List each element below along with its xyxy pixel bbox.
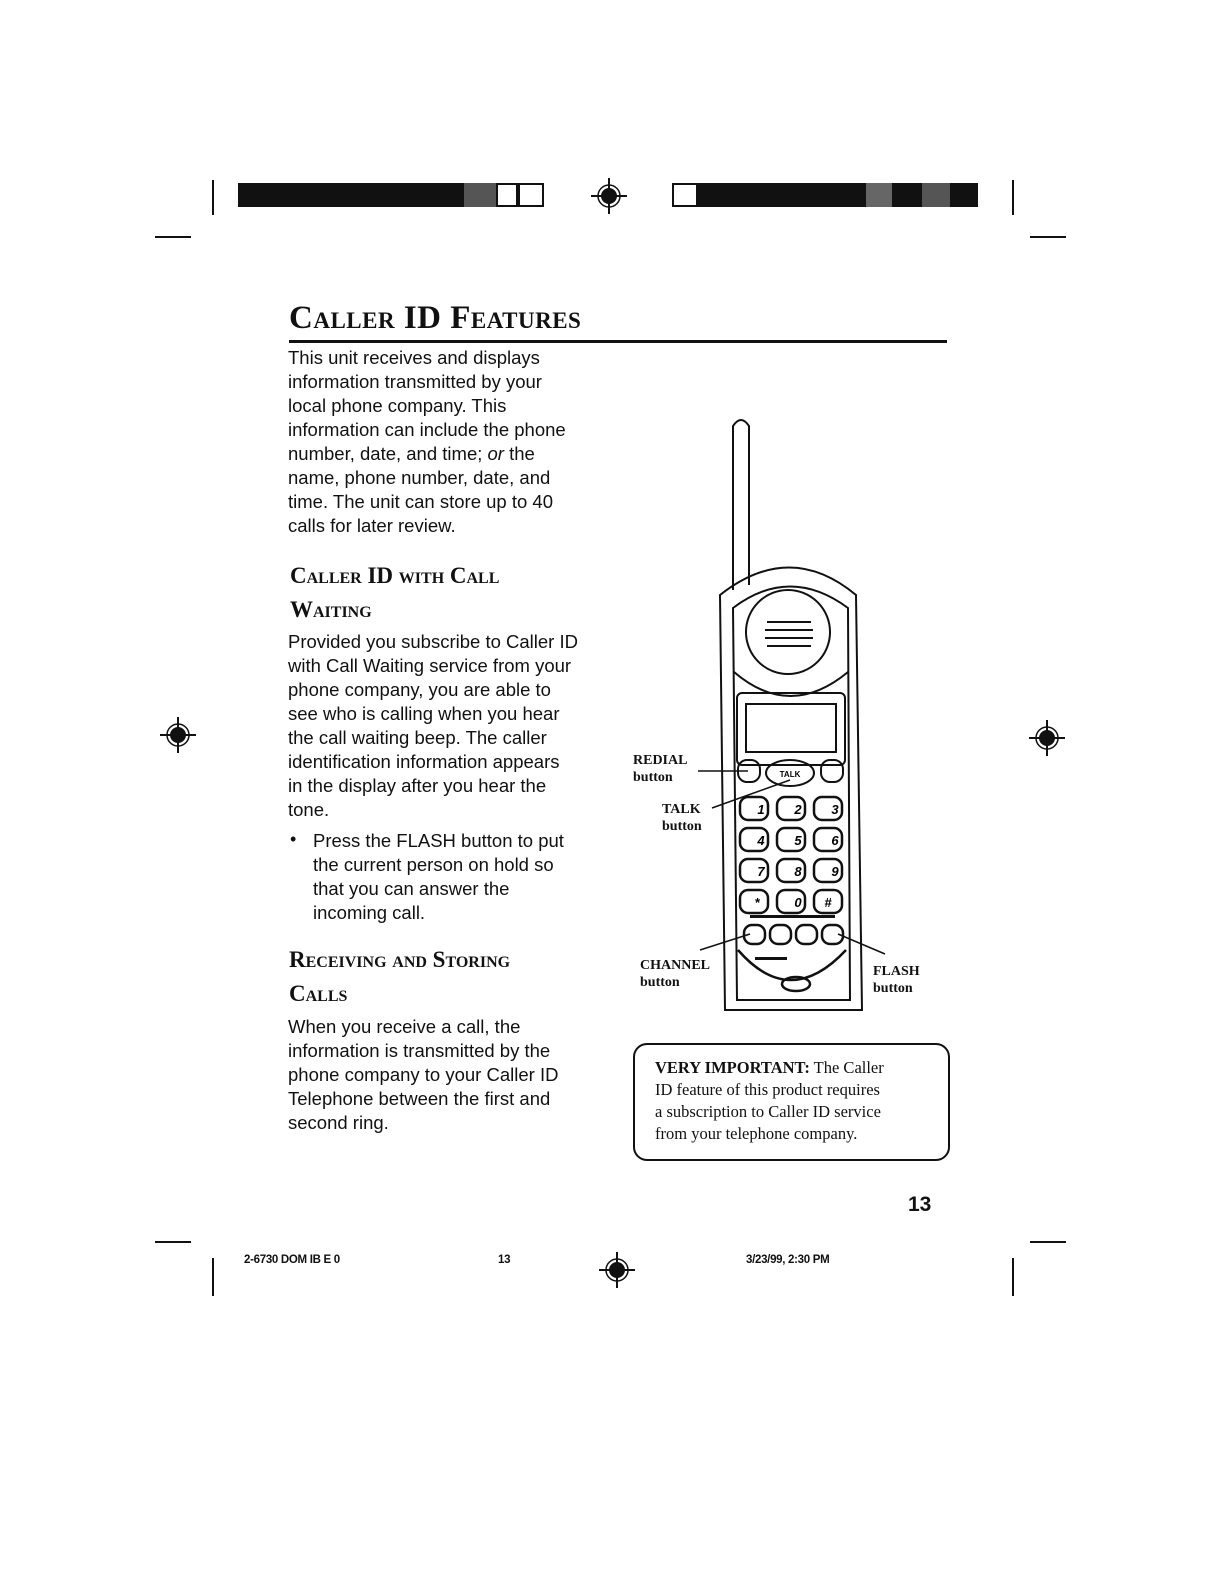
title-rule <box>289 340 947 343</box>
registration-mark-icon <box>158 715 198 755</box>
footer-timestamp: 3/23/99, 2:30 PM <box>746 1254 830 1266</box>
text-line: phone company, you are able to <box>288 679 551 700</box>
crop-mark <box>155 236 191 238</box>
key-1-label: 1 <box>757 802 765 817</box>
section-heading-receiving-storing: Receiving and Storing Calls <box>289 947 511 1006</box>
key-9-label: 9 <box>831 864 839 879</box>
key-8-label: 8 <box>794 864 802 879</box>
text-line: time. The unit can store up to 40 <box>288 491 553 512</box>
text-line: information can include the phone <box>288 419 566 440</box>
crop-mark <box>1012 1258 1014 1296</box>
text-line: Telephone between the first and <box>288 1088 551 1109</box>
key-6-label: 6 <box>831 833 839 848</box>
talk-key-label: TALK <box>779 770 801 779</box>
phone-illustration <box>620 410 940 1020</box>
text-line: When you receive a call, the <box>288 1016 521 1037</box>
bullet-icon: • <box>290 829 297 849</box>
text-line: phone company to your Caller ID <box>288 1064 559 1085</box>
text-line: the current person on hold so <box>313 854 554 875</box>
text-line: VERY IMPORTANT: The Caller <box>655 1058 884 1077</box>
text-line: information transmitted by your <box>288 371 542 392</box>
key-0-label: 0 <box>794 895 802 910</box>
text-line: that you can answer the <box>313 878 510 899</box>
key-4-label: 4 <box>757 833 765 848</box>
text-line: incoming call. <box>313 902 426 923</box>
text-line: Provided you subscribe to Caller ID <box>288 631 578 652</box>
text-line: with Call Waiting service from your <box>288 655 572 676</box>
section1-paragraph <box>288 630 618 822</box>
crop-mark <box>1030 1241 1066 1243</box>
crop-mark <box>1012 180 1014 215</box>
text-line: see who is calling when you hear <box>288 703 560 724</box>
text-line: name, phone number, date, and <box>288 467 551 488</box>
footer-job-id: 2-6730 DOM IB E 0 <box>244 1254 340 1266</box>
key-star-label: * <box>754 895 760 910</box>
channel-button-label: CHANNEL button <box>640 958 711 990</box>
page-title: Caller ID Features <box>289 300 582 336</box>
crop-mark <box>212 1258 214 1296</box>
section-heading-caller-id-call-waiting: Caller ID with Call Waiting <box>290 563 500 622</box>
text-line: tone. <box>288 799 330 820</box>
section2-paragraph <box>288 1015 608 1135</box>
text-line: ID feature of this product requires <box>655 1080 880 1099</box>
text-line: Press the FLASH button to put <box>313 830 564 851</box>
registration-mark-icon <box>1027 718 1067 758</box>
crop-mark <box>155 1241 191 1243</box>
key-7-label: 7 <box>757 864 765 879</box>
talk-button-label: TALK button <box>662 802 702 834</box>
registration-mark-icon <box>589 176 629 216</box>
text-line: local phone company. This <box>288 395 507 416</box>
key-2-label: 2 <box>794 802 802 817</box>
text-line: second ring. <box>288 1112 389 1133</box>
key-5-label: 5 <box>794 833 802 848</box>
important-note-box <box>633 1043 950 1161</box>
text-line: from your telephone company. <box>655 1124 858 1143</box>
redial-button-label: REDIAL button <box>633 753 688 785</box>
text-line: This unit receives and displays <box>288 347 540 368</box>
text-line: number, date, and time; or the <box>288 443 535 464</box>
page-number: 13 <box>908 1193 932 1216</box>
text-line: the call waiting beep. The caller <box>288 727 547 748</box>
flash-button-label: FLASH button <box>873 964 920 996</box>
text-line: in the display after you hear the <box>288 775 547 796</box>
registration-mark-icon <box>597 1250 637 1290</box>
bullet-item <box>313 829 613 925</box>
key-hash-label: # <box>824 895 832 910</box>
crop-mark <box>212 180 214 215</box>
text-line: information is transmitted by the <box>288 1040 551 1061</box>
footer-page: 13 <box>498 1254 511 1266</box>
text-line: calls for later review. <box>288 515 456 536</box>
key-3-label: 3 <box>831 802 839 817</box>
text-line: a subscription to Caller ID service <box>655 1102 881 1121</box>
intro-paragraph <box>288 346 608 538</box>
crop-mark <box>1030 236 1066 238</box>
text-line: identification information appears <box>288 751 560 772</box>
